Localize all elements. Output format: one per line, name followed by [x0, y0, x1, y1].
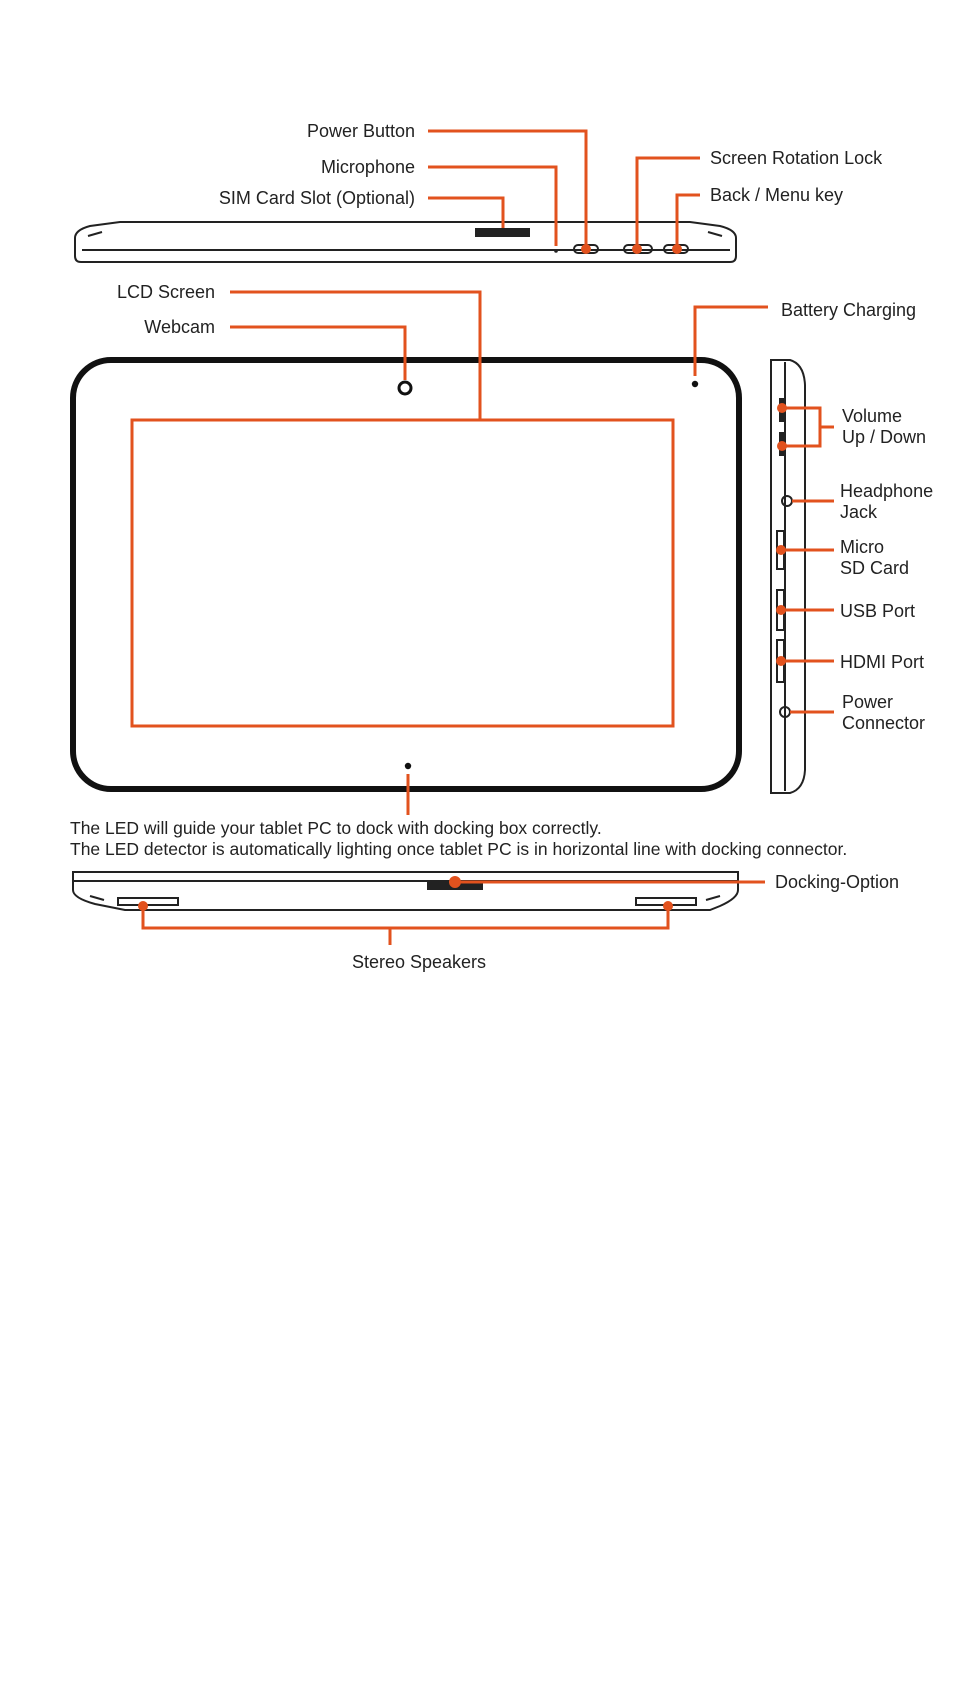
microphone-hole [554, 249, 558, 253]
battery-charging-leader [695, 307, 768, 376]
volume-label-line2: Up / Down [842, 427, 927, 447]
micro-sd-label-line1: Micro [840, 537, 884, 557]
power-button-dot [581, 244, 591, 254]
webcam-lens [399, 382, 411, 394]
headphone-jack [782, 496, 792, 506]
battery-charging-led [692, 381, 698, 387]
left-speaker-grille [118, 898, 178, 905]
usb-port-label: USB Port [840, 601, 916, 621]
usb-port-dot [776, 605, 786, 615]
webcam-label: Webcam [144, 317, 215, 337]
back-menu-leader [677, 195, 700, 245]
docking-option-dot [449, 876, 461, 888]
led-note-line1: The LED will guide your tablet PC to dock with docking box correctly. [70, 818, 602, 838]
headphone-label-line2: Jack [840, 502, 878, 522]
sim-card-slot-label: SIM Card Slot (Optional) [218, 188, 415, 208]
screen-rotation-lock-label: Screen Rotation Lock [710, 148, 883, 168]
back-menu-dot [672, 244, 682, 254]
front-view-callouts [230, 292, 768, 815]
lcd-screen-area [132, 420, 673, 726]
volume-label-line1: Volume [842, 406, 903, 426]
bottom-edge-left-cap [90, 896, 104, 900]
back-menu-key-label: Back / Menu key [710, 185, 844, 205]
hdmi-port-dot [776, 656, 786, 666]
webcam-leader [230, 327, 405, 380]
screen-rotation-leader [637, 158, 700, 245]
led-note-line2: The LED detector is automatically lighting once tablet PC is in horizontal line with docking connector. [70, 839, 848, 859]
power-button-label: Power Button [306, 121, 415, 141]
side-view [771, 360, 805, 793]
headphone-label-line1: Headphone [840, 481, 934, 501]
left-speaker-dot [138, 901, 148, 911]
power-connector-label-line1: Power [842, 692, 894, 712]
micro-sd-dot [776, 545, 786, 555]
top-edge-right-cap [708, 232, 722, 236]
front-view [73, 360, 739, 789]
volume-up-dot [777, 403, 787, 413]
bottom-edge-view [73, 872, 738, 910]
bottom-edge-right-cap [706, 896, 720, 900]
screen-rotation-dot [632, 244, 642, 254]
docking-option-label: Docking-Option [775, 872, 900, 892]
sim-card-leader [428, 198, 503, 228]
volume-down-dot [777, 441, 787, 451]
side-edge-outline [771, 360, 805, 793]
hdmi-port-label: HDMI Port [840, 652, 925, 672]
stereo-speakers-label: Stereo Speakers [351, 952, 487, 972]
power-connector-label-line2: Connector [842, 713, 926, 733]
right-speaker-dot [663, 901, 673, 911]
docking-led [405, 763, 411, 769]
micro-sd-label-line2: SD Card [840, 558, 910, 578]
microphone-label: Microphone [320, 157, 415, 177]
sim-card-slot [475, 228, 530, 237]
top-view-callouts [428, 131, 700, 254]
top-edge-left-cap [88, 232, 102, 236]
lcd-screen-label: LCD Screen [116, 282, 215, 302]
battery-charging-label: Battery Charging [781, 300, 917, 320]
power-button-leader [428, 131, 586, 245]
lcd-screen-leader [230, 292, 480, 420]
volume-leader [782, 408, 820, 446]
